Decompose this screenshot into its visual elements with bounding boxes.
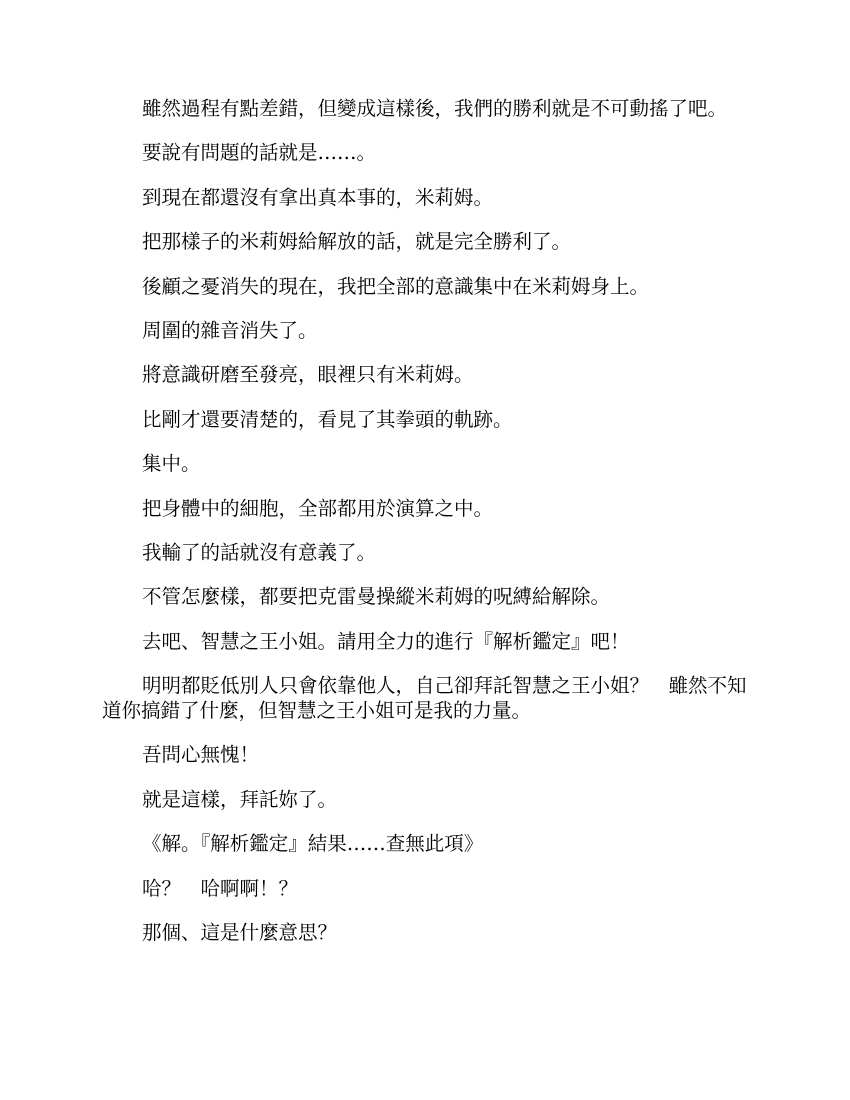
paragraph: 哈？ 哈啊啊！？: [142, 876, 299, 900]
paragraph: 不管怎麼樣，都要把克雷曼操縱米莉姆的呪縛給解除。: [142, 585, 611, 609]
paragraph: 到現在都還沒有拿出真本事的，米莉姆。: [142, 185, 494, 209]
paragraph: 雖然過程有點差錯，但變成這樣後，我們的勝利就是不可動搖了吧。: [142, 97, 728, 120]
paragraph: 將意識研磨至發亮，眼裡只有米莉姆。: [142, 363, 474, 387]
paragraph: 《解。『解析鑑定』結果……查無此項》: [142, 832, 484, 856]
paragraph: 明明都貶低別人只會依靠他人，自己卻拜託智慧之王小姐？ 雖然不知道你搞錯了什麼，但智慧之王小姐可是我的力量。: [102, 674, 747, 723]
paragraph: 去吧、智慧之王小姐。請用全力的進行『解析鑑定』吧！: [142, 629, 630, 653]
paragraph: 要說有問題的話就是……。: [142, 141, 377, 165]
paragraph: 把身體中的細胞，全部都用於演算之中。: [142, 496, 494, 520]
paragraph: 比剛才還要清楚的，看見了其拳頭的軌跡。: [142, 407, 513, 431]
paragraph: 吾問心無愧！: [142, 743, 260, 767]
paragraph: 周圍的雜音消失了。: [142, 318, 318, 342]
paragraph: 集中。: [142, 452, 201, 476]
paragraph: 就是這樣，拜託妳了。: [142, 787, 338, 811]
paragraph: 後顧之憂消失的現在，我把全部的意識集中在米莉姆身上。: [142, 274, 650, 298]
paragraph: 那個、這是什麼意思？: [142, 921, 338, 945]
paragraph: 我輸了的話就沒有意義了。: [142, 540, 377, 564]
paragraph: 把那樣子的米莉姆給解放的話，就是完全勝利了。: [142, 230, 572, 254]
document-body: [102, 96, 748, 964]
